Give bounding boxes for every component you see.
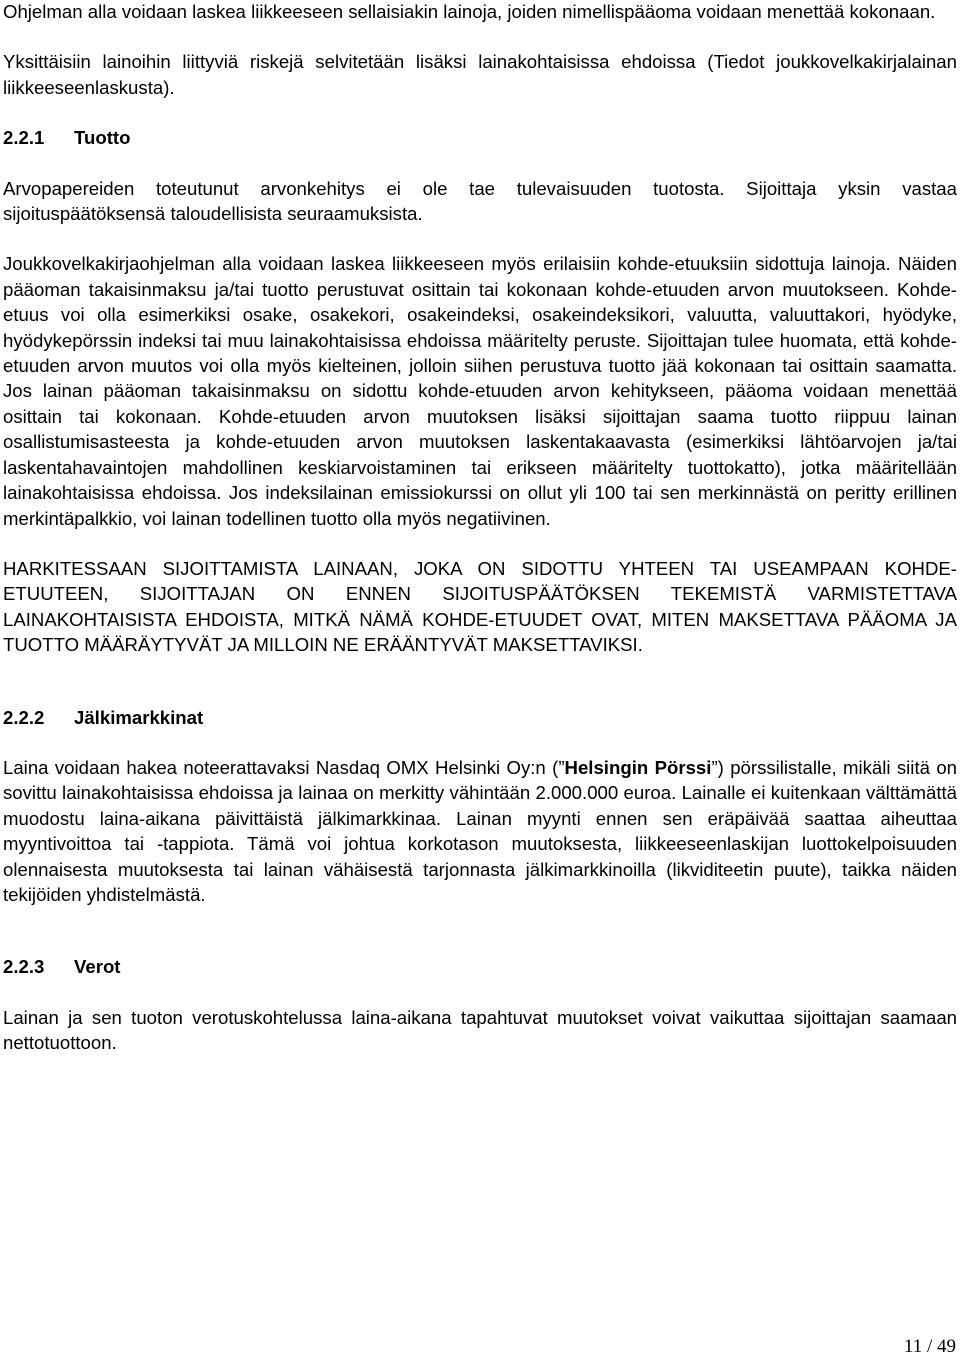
section-number: 2.2.2 [3,706,45,728]
section-number: 2.2.1 [3,127,45,149]
text-run: Laina voidaan hakea noteerattavaksi Nasdaq OMX Helsinki Oy:n (” [3,756,565,778]
intro-paragraph-1: Ohjelman alla voidaan laskea liikkeeseen sellaisiakin lainoja, joiden nimellispääoma voidaan menettää kokonaan. [3,1,936,22]
section-heading-verot [3,954,957,979]
document-page [3,0,957,1056]
section-heading-tuotto [3,125,957,150]
intro-paragraph-2: Yksittäisiin lainoihin liittyviä riskejä selvitetään lisäksi lainakohtaisissa ehdoissa (Tiedot joukkovelkakirjalainan liikkeeseenlaskusta). [3,51,957,98]
section-heading-jalkimarkkinat [3,705,957,730]
section-title: Jälkimarkkinat [74,706,204,728]
bold-term: Helsingin Pörssi [564,756,712,778]
section-title: Verot [74,956,121,978]
section-title: Tuotto [74,127,131,149]
tuotto-paragraph-2: Joukkovelkakirjaohjelman alla voidaan laskea liikkeeseen myös erilaisiin kohde-etuuksiin sidottuja lainoja. Näiden pääoman takaisinmaksu ja/tai tuotto perustuvat osittain tai kokonaan kohde-etuuden arvon muutokseen. Kohde-etuus voi olla esimerkiksi osake, osakekori, osakeindeksi, osakeindeksikori, valuutta, valuuttakori, hyödyke, hyödykepörssin indeksi tai muu lainakohtaisissa ehdoissa määritelty peruste. Sijoittajan tulee huomata, että kohde-etuuden arvon muutos voi olla myös kielteinen, jolloin siihen perustuva tuotto jää kokonaan tai osittain saamatta. Jos lainan pääoman takaisinmaksu on sidottu kohde-etuuden arvon kehitykseen, pääoma voidaan menettää osittain tai kokonaan. Kohde-etuuden arvon muutoksen lisäksi sijoittajan saama tuotto riippuu lainan osallistumisasteesta ja kohde-etuuden arvon muutoksen laskentakaavasta (esimerkiksi lähtöarvojen ja/tai laskentahavaintojen mahdollinen keskiarvoistaminen tai erikseen määritelty tuottokatto), jotka määritellään lainakohtaisissa ehdoissa. Jos indeksilainan emissiokurssi on ollut yli 100 tai sen merkinnästä on peritty erillinen merkintäpalkkio, voi lainan todellinen tuotto olla myös negatiivinen. [3,253,957,529]
verot-paragraph: Lainan ja sen tuoton verotuskohtelussa laina-aikana tapahtuvat muutokset voivat vaikuttaa sijoittajan saamaan nettotuottoon. [3,1006,957,1054]
text-run: ”) pörssilistalle, mikäli siitä on sovittu lainakohtaisissa ehdoissa ja lainaa on merkitty vähintään 2.000.000 euroa. Lainalle ei kuitenkaan välttämättä muodostu laina-aikana päivittäistä jälkimarkkinaa. Lainan myynti ennen sen eräpäivää saattaa aiheuttaa myyntivoittoa tai -tappiota. Tämä voi johtua korkotason muutoksesta, liikkeeseenlaskijan luottokelpoisuuden olennaisesta muutoksesta tai lainan vähäisestä tarjonnasta jälkimarkkinoilla (likviditeetin puute), taikka näiden tekijöiden yhdistelmästä. [3,756,957,905]
section-number: 2.2.3 [3,956,45,978]
jalkimarkkinat-paragraph [3,755,957,907]
tuotto-paragraph-1: Arvopapereiden toteutunut arvonkehitys ei ole tae tulevaisuuden tuotosta. Sijoittaja yksin vastaa sijoituspäätöksensä taloudellisista seuraamuksista. [3,177,957,225]
page-number: 11 / 49 [903,1336,956,1357]
tuotto-warning: HARKITESSAAN SIJOITTAMISTA LAINAAN, JOKA ON SIDOTTU YHTEEN TAI USEAMPAAN KOHDE-ETUUTEEN, SIJOITTAJAN ON ENNEN SIJOITUSPÄÄTÖKSEN TEKEMISTÄ VARMISTETTAVA LAINAKOHTAISISTA EHDOISTA, MITKÄ NÄMÄ KOHDE-ETUUDET OVAT, MITEN MAKSETTAVA PÄÄOMA JA TUOTTO MÄÄRÄYTYVÄT JA MILLOIN NE ERÄÄNTYVÄT MAKSETTAVIKSI. [3,557,957,656]
